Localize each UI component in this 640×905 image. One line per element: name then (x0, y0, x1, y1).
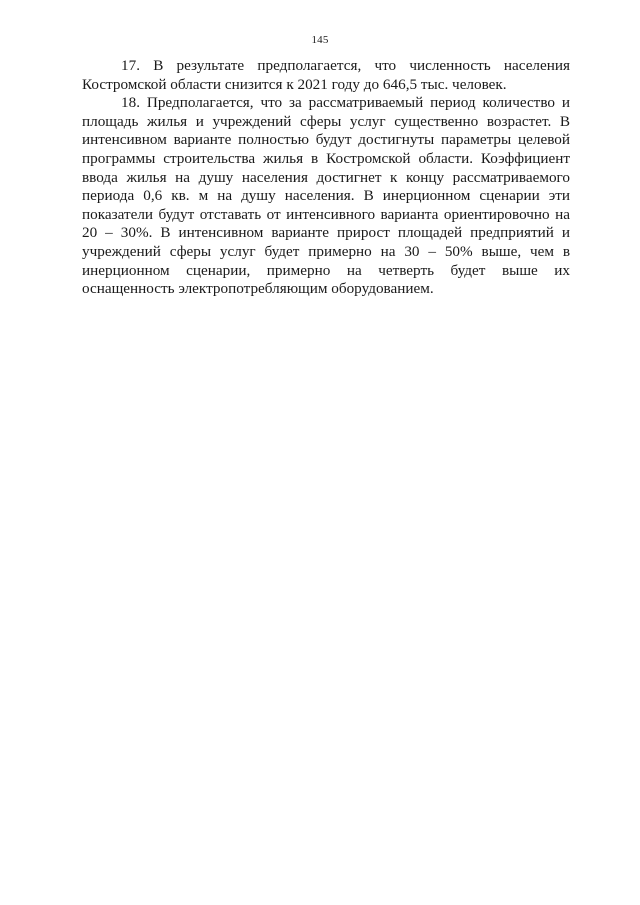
page-number: 145 (311, 34, 329, 46)
paragraph-18: 18. Предполагается, что за рассматриваемый период количество и площадь жилья и учреждений сферы услуг существенно возрастет. В интенсивном варианте полностью будут достигнуты параметры целевой программы строительства жилья в Костромской области. Коэффициент ввода жилья на душу населения достигнет к концу рассматриваемого периода 0,6 кв. м на душу населения. В инерционном сценарии эти показатели будут отставать от интенсивного варианта ориентировочно на 20 – 30%. В интенсивном варианте прирост площадей предприятий и учреждений сферы услуг будет примерно на 30 – 50% выше, чем в инерционном сценарии, примерно на четверть будет выше их оснащенность электропотребляющим оборудованием. (82, 94, 570, 298)
document-body (82, 57, 570, 299)
paragraph-17: 17. В результате предполагается, что численность населения Костромской области снизится к 2021 году до 646,5 тыс. человек. (82, 57, 570, 93)
